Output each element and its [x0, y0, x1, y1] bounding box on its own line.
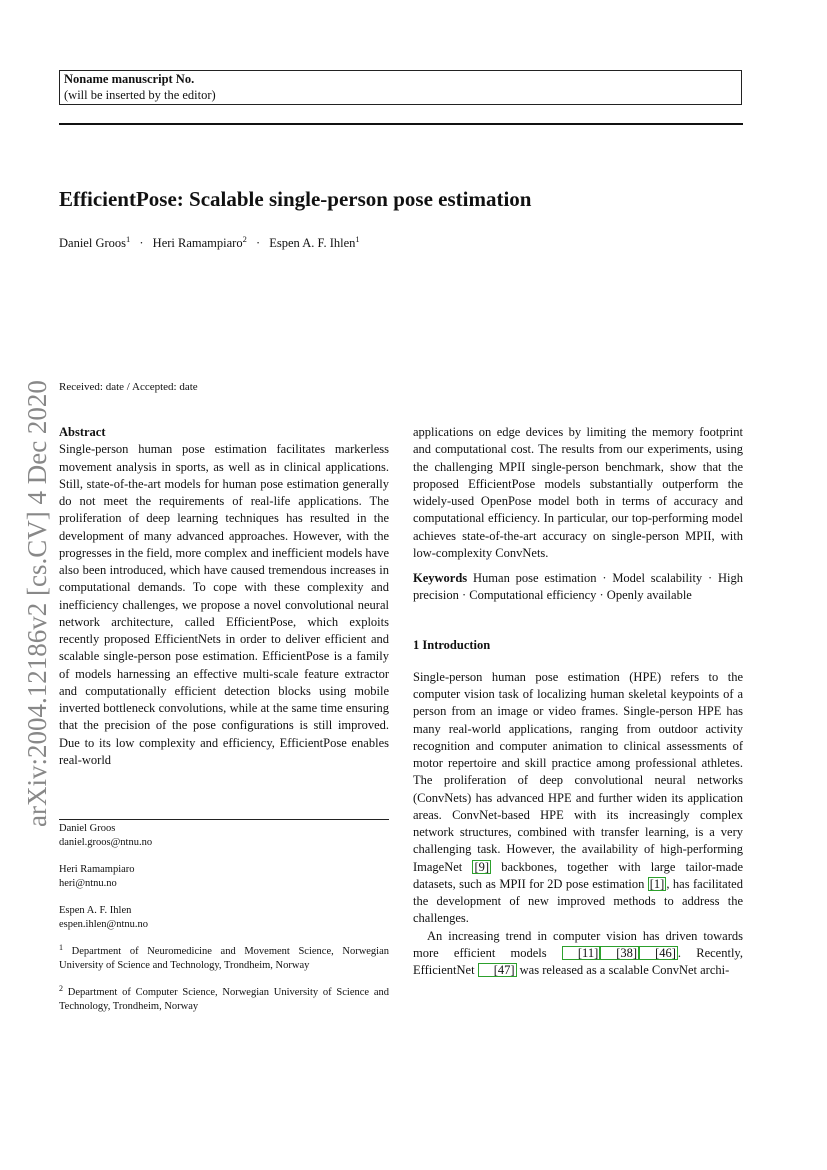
intro-text: . Recently, EfficientNet — [413, 945, 743, 977]
author-affiliation-mark: 2 — [242, 234, 247, 244]
left-column — [59, 424, 389, 769]
contact-name: Heri Ramampiaro — [59, 864, 135, 875]
editor-note: (will be inserted by the editor) — [64, 87, 216, 102]
author-affiliation-mark: 1 — [126, 234, 131, 244]
citation-link[interactable]: [46] — [639, 946, 678, 960]
affiliation-mark: 2 — [59, 984, 63, 993]
author-separator: · — [139, 236, 144, 250]
author-affiliation-mark: 1 — [355, 234, 360, 244]
citation-link[interactable]: [47] — [478, 963, 517, 977]
manuscript-number: Noname manuscript No. — [64, 72, 195, 86]
abstract-text-left: Single-person human pose estimation facilitates markerless movement analysis in sports, as well as in clinical applications. Still, state-of-the-art models for human pose estimation generally do not meet the requirements of real-life applications. The proliferation of deep learning techniques has resulted in the development of many advanced approaches. However, with the progresses in the field, more complex and inefficient models have also been introduced, which have caused tremendous increases in computational demands. To cope with these complexity and inefficiency challenges, we propose a novel convolutional neural network architecture, called EfficientPose, which exploits recently proposed EfficientNets in order to deliver efficient and scalable single-person pose estimation. EfficientPose is a family of models harnessing an effective multi-scale feature extractor and computationally efficient detection blocks using mobile inverted bottleneck convolutions, while at the same time ensuring that the precision of the pose configurations is still improved. Due to its low complexity and efficiency, EfficientPose enables real-world — [59, 442, 389, 767]
affiliation-mark: 1 — [59, 943, 63, 952]
spacer — [413, 605, 743, 637]
affiliation-text: Department of Computer Science, Norwegian University of Science and Technology, Trondheim, Norway — [59, 987, 389, 1012]
manuscript-header-box — [59, 70, 742, 105]
citation-link[interactable]: [11] — [562, 946, 600, 960]
intro-text: An increasing trend in computer vision has driven towards more efficient models — [413, 928, 743, 960]
abstract-heading: Abstract — [59, 425, 106, 439]
introduction-heading: 1 Introduction — [413, 637, 491, 652]
intro-paragraph-1 — [413, 669, 743, 928]
affiliation-note-1 — [59, 945, 389, 973]
intro-text: Single-person human pose estimation (HPE) refers to the computer vision task of localizing human skeletal keypoints of a person from an image or video frames. Single-person HPE has many real-world applications, ranging from outdoor activity recognition and computer animation to clinical assessments of motor repertoire and skill practice among professional athletes. The proliferation of deep convolutional neural networks (ConvNets) has advanced HPE and further widen its application areas. ConvNet-based HPE with its increasingly complex network structures, combined with transfer learning, is a very challenging task. However, the availability of high-performing ImageNet — [413, 669, 743, 874]
intro-text: was released as a scalable ConvNet archi- — [516, 963, 730, 977]
contact-email: heri@ntnu.no — [59, 878, 117, 889]
contact-name: Espen A. F. Ihlen — [59, 905, 132, 916]
citation-link[interactable]: [1] — [649, 876, 665, 891]
contact-email: daniel.groos@ntnu.no — [59, 837, 153, 848]
author-contact — [59, 904, 389, 932]
intro-paragraph-2 — [413, 928, 743, 980]
right-column — [413, 424, 743, 979]
author-contact — [59, 863, 389, 891]
header-rule — [59, 123, 743, 125]
spacer — [413, 562, 743, 570]
affiliation-note-2 — [59, 986, 389, 1014]
author-name: Espen A. F. Ihlen — [269, 236, 356, 250]
received-date: Received: date / Accepted: date — [59, 381, 198, 393]
affiliation-text: Department of Neuromedicine and Movement Science, Norwegian University of Science and Technology, Trondheim, Norway — [59, 946, 390, 971]
intro-text: , has facilitated the development of new improved methods to address the challenges. — [413, 876, 743, 926]
arxiv-stamp: arXiv:2004.12186v2 [cs.CV] 4 Dec 2020 — [22, 380, 52, 828]
author-separator: · — [255, 236, 261, 250]
keywords-label: Keywords — [413, 571, 468, 585]
citation-link[interactable]: [9] — [474, 859, 490, 874]
footnote-rule — [59, 819, 389, 820]
abstract-text-right: applications on edge devices by limiting the memory footprint and computational cost. The results from our experiments, using the challenging MPII single-person benchmark, show that the proposed EfficientPose models substantially outperform the widely-used OpenPose model both in terms of accuracy and computational efficiency. In particular, our top-performing model achieves state-of-the-art accuracy on single-person MPII, with low-complexity ConvNets. — [413, 425, 743, 560]
author-contact — [59, 822, 389, 850]
spacer — [413, 654, 743, 669]
contact-name: Daniel Groos — [59, 823, 116, 834]
paper-title: EfficientPose: Scalable single-person pose estimation — [59, 187, 532, 211]
keywords — [413, 570, 743, 605]
intro-text: backbones, together with large tailor-made datasets, such as MPII for 2D pose estimation — [413, 859, 744, 891]
contact-email: espen.ihlen@ntnu.no — [59, 919, 148, 930]
author-list — [59, 235, 759, 251]
author-name: Heri Ramampiaro — [152, 236, 243, 250]
keywords-text: Human pose estimation · Model scalability · High precision · Computational efficiency · Openly available — [413, 571, 744, 603]
footnotes — [59, 822, 389, 1027]
author-name: Daniel Groos — [59, 236, 126, 250]
citation-link[interactable]: [38] — [600, 946, 639, 960]
